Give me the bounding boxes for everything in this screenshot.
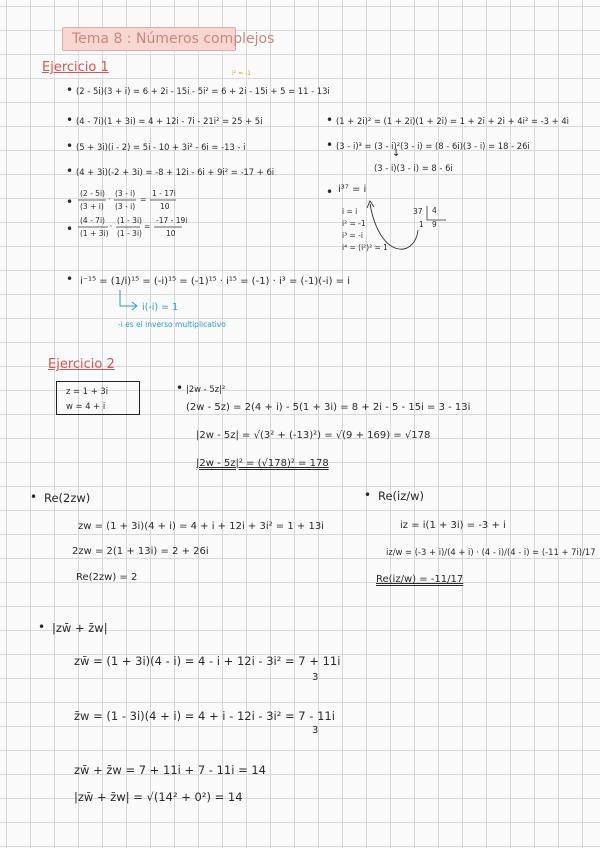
curved-arrow bbox=[360, 196, 430, 266]
modsum-line-1: zw̄ = (1 + 3i)(4 - i) = 4 - i + 12i - 3i² = 7 + 11i bbox=[74, 654, 341, 668]
bullet: • bbox=[326, 113, 334, 127]
inverse-note: -i es el inverso multiplicativo bbox=[118, 320, 226, 329]
power-3: i³ = -i bbox=[342, 231, 363, 240]
frac2-den1: (1 + 3i) bbox=[80, 229, 109, 238]
modsum-line-1-sub: 3 bbox=[312, 672, 319, 683]
frac2-den3: 10 bbox=[166, 229, 176, 238]
curved-arrow-icon bbox=[360, 196, 430, 270]
power-1: i = i bbox=[342, 207, 358, 216]
modsum-line-3: zw̄ + z̄w = 7 + 11i + 7 - 11i = 14 bbox=[74, 763, 267, 777]
bullet: • bbox=[66, 195, 74, 209]
dot: · bbox=[110, 222, 113, 231]
re-2zw-title: Re(2zw) bbox=[44, 491, 91, 505]
modsum-line-2: z̄w = (1 - 3i)(4 + i) = 4 + i - 12i - 3i² = 7 - 11i bbox=[74, 709, 335, 723]
bullet: • bbox=[66, 113, 74, 127]
bullet: • bbox=[66, 139, 74, 153]
bullet: • bbox=[176, 381, 184, 395]
inverse-calc: i(-i) = 1 bbox=[142, 302, 179, 313]
modsum-line-4: |zw̄ + z̄w| = √(14² + 0²) = 14 bbox=[74, 790, 243, 804]
power-2: i² = -1 bbox=[342, 219, 366, 228]
eq-line-5: (1 + 2i)² = (1 + 2i)(1 + 2i) = 1 + 2i + 2i + 4i² = -3 + 4i bbox=[336, 116, 569, 126]
ejercicio-1-heading: Ejercicio 1 bbox=[42, 60, 109, 75]
re-2zw-line-1: zw = (1 + 3i)(4 + i) = 4 + i + 12i + 3i² = 1 + 13i bbox=[78, 521, 324, 532]
modsum-line-2-sub: 3 bbox=[312, 725, 319, 736]
dot: · bbox=[108, 195, 111, 204]
page-title: Tema 8 : Números complejos bbox=[72, 31, 275, 47]
frac1-num2: (3 - i) bbox=[115, 189, 136, 198]
modulus-line-1: (2w - 5z) = 2(4 + i) - 5(1 + 3i) = 8 + 2i - 5 - 15i = 3 - 13i bbox=[186, 402, 471, 413]
eq-line-7: (3 - i)(3 - i) = 8 - 6i bbox=[374, 163, 453, 173]
z-definition: z = 1 + 3i bbox=[66, 386, 109, 396]
frac2-num2: (1 - 3i) bbox=[117, 216, 142, 225]
frac1-den1: (3 + i) bbox=[80, 202, 104, 211]
frac1-den2: (3 - i) bbox=[115, 202, 136, 211]
bullet: • bbox=[30, 490, 38, 504]
bullet: • bbox=[66, 83, 74, 97]
remainder: 1 bbox=[419, 220, 424, 229]
re-izw-line-3: Re(iz/w) = -11/17 bbox=[376, 574, 464, 585]
bullet: • bbox=[66, 222, 74, 236]
i37-result: i³⁷ = i bbox=[338, 184, 367, 195]
equals: = bbox=[140, 195, 147, 204]
re-2zw-line-3: Re(2zw) = 2 bbox=[76, 572, 138, 583]
frac1-num1: (2 - 5i) bbox=[80, 189, 105, 198]
dividend: 37 bbox=[413, 207, 423, 216]
ejercicio-2-heading: Ejercicio 2 bbox=[48, 357, 115, 372]
frac2-num3: -17 - 19i bbox=[156, 216, 188, 225]
quotient: 9 bbox=[432, 220, 437, 229]
frac2-den2: (1 - 3i) bbox=[117, 229, 142, 238]
frac2-num1: (4 - 7i) bbox=[80, 216, 105, 225]
eq-line-2: (4 - 7i)(1 + 3i) = 4 + 12i - 7i - 21i² = 25 + 5i bbox=[76, 116, 263, 126]
frac1-num3: 1 - 17i bbox=[152, 189, 176, 198]
modulus-line-2: |2w - 5z| = √(3² + (-13)²) = √(9 + 169) = √178 bbox=[196, 430, 431, 441]
re-2zw-line-2: 2zw = 2(1 + 13i) = 2 + 26i bbox=[72, 546, 209, 557]
divisor: 4 bbox=[432, 206, 437, 215]
eq-line-3: (5 + 3i)(i - 2) = 5i - 10 + 3i² - 6i = -13 - i bbox=[76, 142, 246, 152]
bullet: • bbox=[326, 185, 334, 199]
i-squared-note: i² = -1 bbox=[232, 70, 251, 77]
arrow-down-icon: ↓ bbox=[392, 148, 401, 159]
eq-line-4: (4 + 3i)(-2 + 3i) = -8 + 12i - 6i + 9i² = -17 + 6i bbox=[76, 167, 275, 177]
bullet: • bbox=[364, 488, 372, 502]
re-izw-title: Re(iz/w) bbox=[378, 489, 425, 503]
bullet: • bbox=[66, 272, 74, 286]
re-izw-line-2: iz/w = (-3 + i)/(4 + i) · (4 - i)/(4 - i) = (-11 + 7i)/17 bbox=[386, 547, 596, 557]
modulus-title: |2w - 5z|² bbox=[186, 384, 226, 394]
re-izw-line-1: iz = i(1 + 3i) = -3 + i bbox=[400, 520, 506, 531]
bullet: • bbox=[326, 138, 334, 152]
bullet: • bbox=[38, 620, 46, 634]
w-definition: w = 4 + i bbox=[66, 401, 106, 411]
frac1-den3: 10 bbox=[160, 202, 170, 211]
modsum-title: |zw̄ + z̄w| bbox=[52, 621, 108, 635]
equals: = bbox=[144, 222, 151, 231]
eq-line-6: (3 - i)³ = (3 - i)²(3 - i) = (8 - 6i)(3 - i) = 18 - 26i bbox=[336, 141, 530, 151]
modulus-line-3: |2w - 5z|² = (√178)² = 178 bbox=[196, 458, 329, 469]
eq-line-1: (2 - 5i)(3 + i) = 6 + 2i - 15i - 5i² = 6 + 2i - 15i + 5 = 11 - 13i bbox=[76, 86, 330, 96]
i-neg15-line: i⁻¹⁵ = (1/i)¹⁵ = (-i)¹⁵ = (-1)¹⁵ · i¹⁵ = (-1) · i³ = (-1)(-i) = i bbox=[80, 276, 350, 287]
power-4: i⁴ = (i²)² = 1 bbox=[342, 243, 388, 252]
bullet: • bbox=[66, 164, 74, 178]
